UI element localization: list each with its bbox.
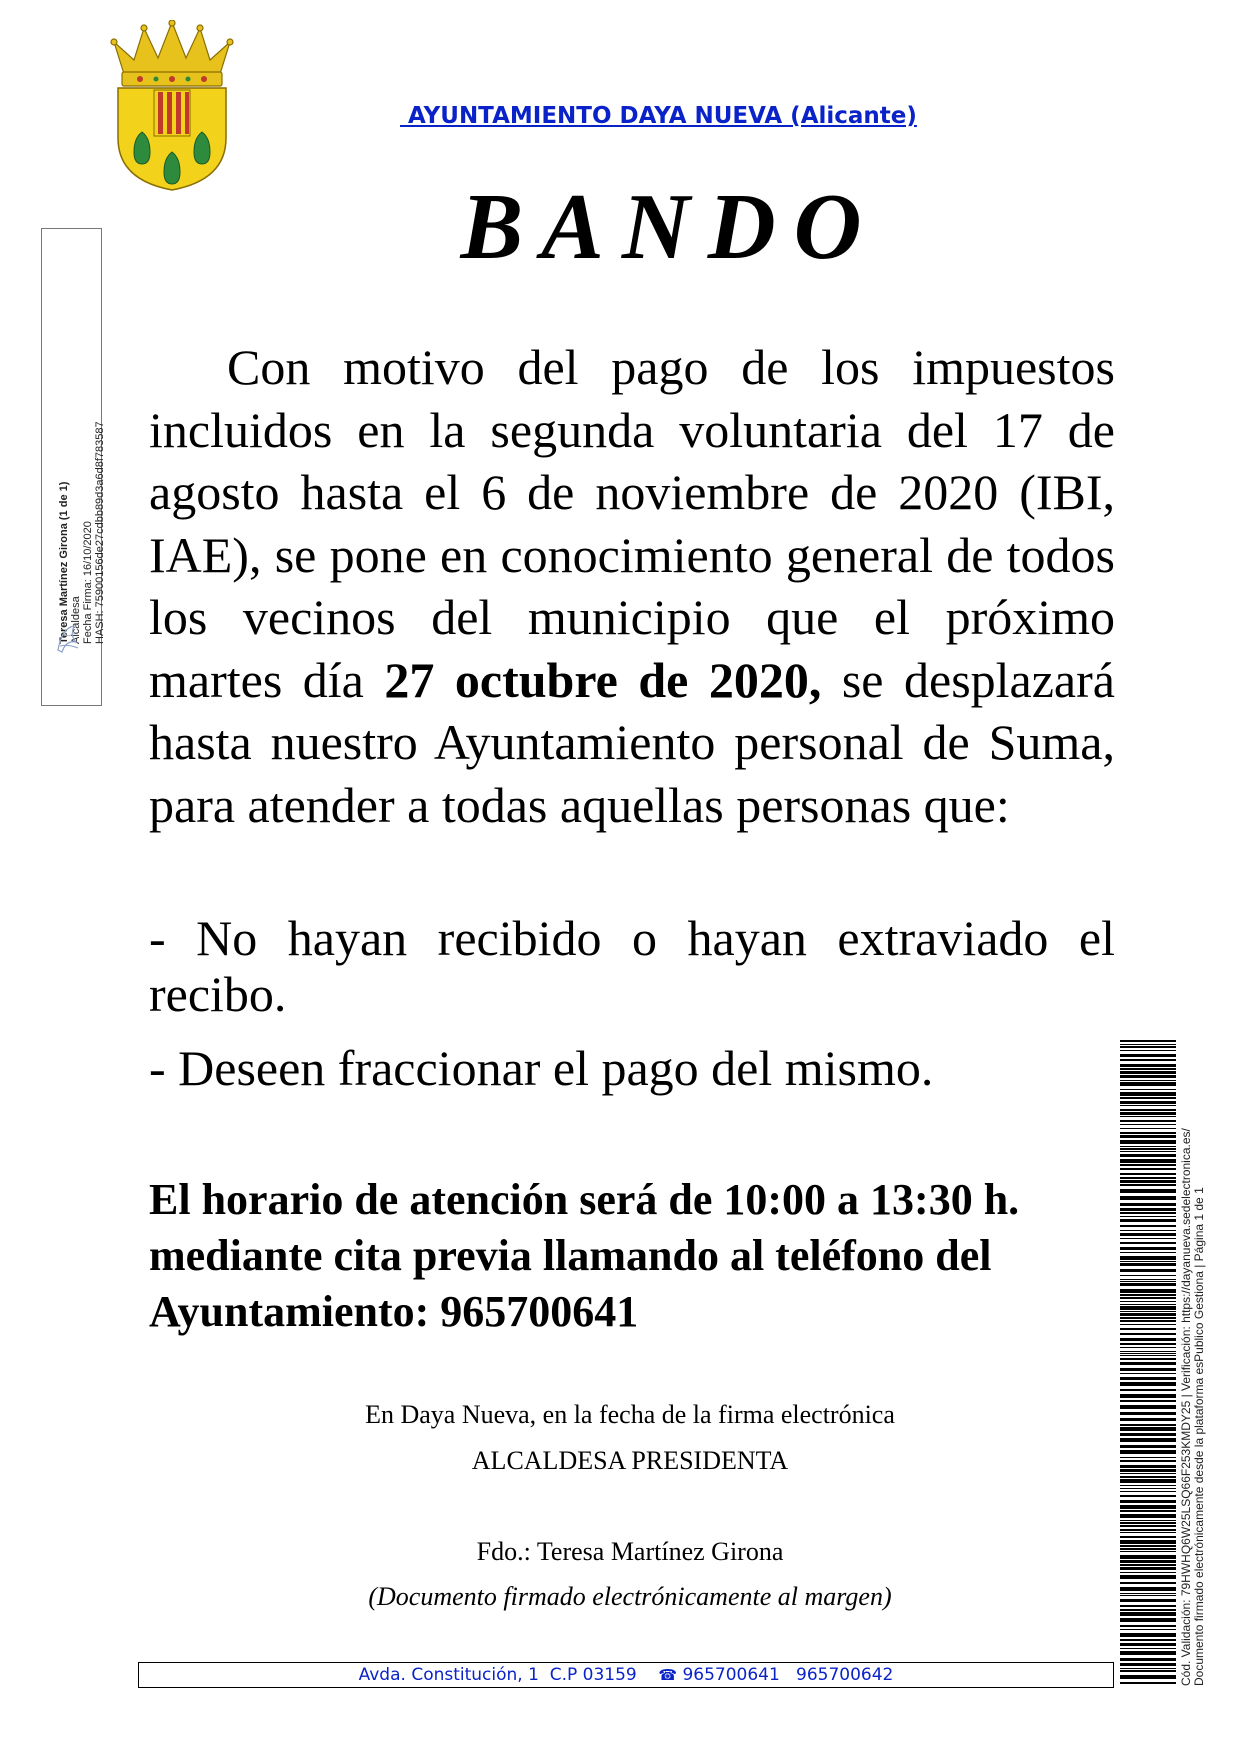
signature-seal-icon (52, 620, 84, 658)
verification-platform: Documento firmado electrónicamente desde la plataforma esPublico Gestiona | Página 1 de 1 (1192, 1187, 1206, 1686)
schedule-notice (149, 1172, 1129, 1340)
signer-name: Teresa Martínez Girona (1 de 1) (58, 481, 70, 644)
schedule-line: Ayuntamiento: 965700641 (149, 1287, 639, 1336)
municipality-header: AYUNTAMIENTO DAYA NUEVA (Alicante) (400, 103, 917, 129)
closing-place-date: En Daya Nueva, en la fecha de la firma electrónica (365, 1400, 895, 1429)
verification-text (1180, 1046, 1206, 1686)
footer-phone: 965700641 (682, 1665, 780, 1685)
signature-note: (Documento firmado electrónicamente al margen) (368, 1582, 892, 1611)
bullet-item: - Deseen fraccionar el pago del mismo. (149, 1040, 934, 1096)
bullet-item: - No hayan recibido o hayan extraviado el recibo. (149, 910, 1115, 1022)
body-text-part-1: Con motivo del pago de los impuestos incluidos en la segunda voluntaria del 17 de agosto hasta el 6 de noviembre de 2020 (IBI, IAE), se pone en conocimiento general de todos los vecinos del municipio que el próximo martes día (149, 339, 1115, 708)
signature-stamp-text (58, 204, 106, 644)
verification-code: Cód. Validación: 79HWHQ6W25LSQ66F253KMDY25 | Verificación: https://dayanueva.sedelectronica.es/ (1179, 1128, 1193, 1686)
phone-icon: ☎ (658, 1666, 678, 1684)
document-title: BANDO (460, 175, 880, 279)
body-paragraph (149, 336, 1115, 836)
schedule-line: mediante cita previa llamando al teléfono del (149, 1231, 992, 1280)
signature-hash: HASH: 75900156de27cdbb89d3a6d8f783587 (94, 421, 106, 644)
schedule-line: El horario de atención será de 10:00 a 13:30 h. (149, 1175, 1020, 1224)
footer-fax: 965700642 (796, 1665, 894, 1685)
signatory-name: Fdo.: Teresa Martínez Girona (476, 1537, 784, 1566)
signatory-title: ALCALDESA PRESIDENTA (471, 1446, 789, 1475)
footer-contact-box (138, 1662, 1114, 1688)
signer-role: Alcaldesa (70, 596, 82, 644)
coat-of-arms-icon (110, 20, 234, 192)
body-text-part-2: se desplazará hasta nuestro Ayuntamiento personal de Suma, para atender a todas aquellas personas que: (149, 651, 1115, 833)
footer-address: Avda. Constitución, 1 C.P 03159 (358, 1665, 637, 1685)
footer-contact (139, 1664, 1113, 1686)
highlighted-date: 27 octubre de 2020, (384, 651, 822, 708)
signature-date: Fecha Firma: 16/10/2020 (82, 521, 94, 644)
barcode-icon (1120, 1040, 1176, 1686)
